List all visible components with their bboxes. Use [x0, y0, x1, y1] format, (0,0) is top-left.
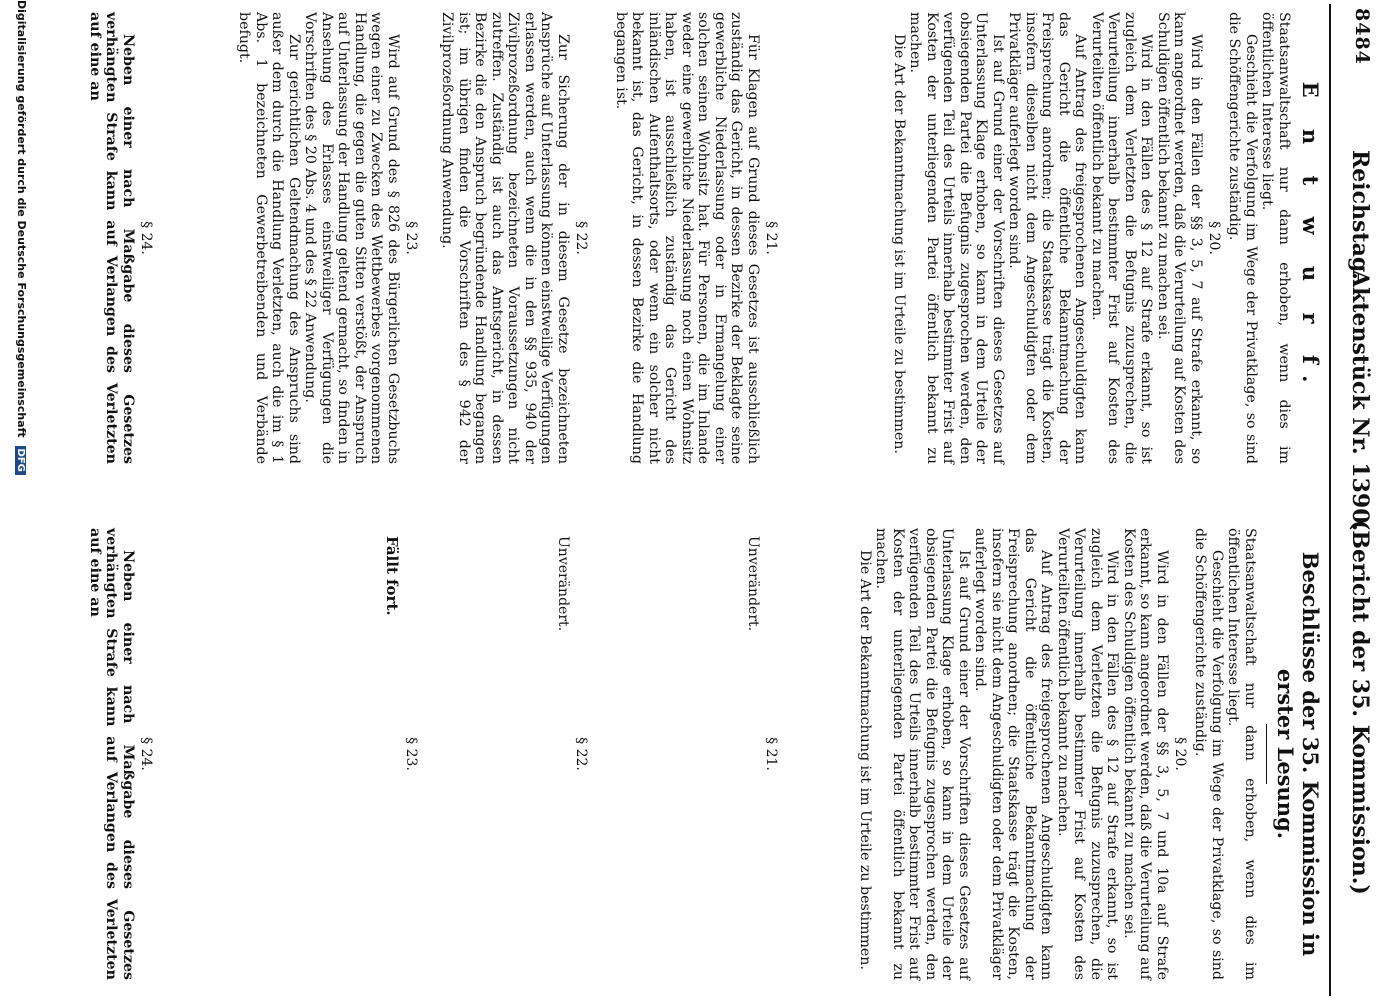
beschluesse-s24-p1: Neben einer nach Maßgabe dieses Gesetzes verhängten Strafe kann auf Verlangen des Verletzten auf eine an [87, 528, 136, 980]
beschluesse-s22-heading: § 22. [573, 737, 589, 771]
beschluesse-s20-p5: Die Art der Bekanntmachung ist im Urteile zu bestimmen. [857, 550, 873, 970]
entwurf-intro-1: Staatsanwaltschaft nur dann erhoben, wenn dies im öffentlichen Interesse liegt. [1259, 12, 1292, 464]
beschluesse-top-block [857, 528, 1324, 980]
beschluesse-s20-heading: § 20. [1172, 737, 1188, 771]
beschluesse-title: Beschlüsse der 35. Kommission in erster Lesung. [1273, 551, 1323, 957]
beschluesse-s20-p1: Wird in den Fällen der §§ 3, 5, 7 und 10a auf Strafe erkannt, so kann angeordnet werden, daß die Verurteilung auf Kosten des Schuldigen öffentlich bekannt zu machen sei. [1121, 528, 1170, 980]
beschluesse-s24-block [87, 528, 159, 980]
entwurf-s23-p2: Zur gerichtlichen Geltendmachung des Anspruchs sind außer dem durch die Handlung Verletzten, auch die im § 1 Abs. 1 bezeichneten Gewerbetreibenden und Verbände befugt. [236, 12, 302, 464]
credit-text: Digitalisierung gefördert durch die Deutsche Forschungsgemeinschaft [15, 0, 28, 438]
entwurf-s20-p3: Auf Antrag des freigesprochenen Angeschuldigten kann das Gericht die öffentliche Bekanntmachung der Freisprechung anordnen; die Staatskasse trägt die Kosten, insofern dieselben nicht dem Angeschuldigten oder dem Privatkläger auferlegt worden sind. [1006, 12, 1089, 464]
entwurf-s21-heading: § 21. [763, 221, 779, 255]
column-entwurf [0, 12, 1383, 464]
beschluesse-s21-text: Unverändert. [745, 536, 761, 632]
entwurf-s22-block [439, 12, 593, 464]
bericht-label: (Bericht der 35. Kommission.) [1347, 520, 1373, 895]
entwurf-title: E n t w u r f. [1298, 81, 1323, 395]
beschluesse-s21-block [745, 528, 783, 980]
beschluesse-s20-p3: Auf Antrag des freigesprochenen Angeschuldigten kann das Gericht die öffentliche Bekanntmachung der Freisprechung anordnen; die Staatskasse trägt die Kosten, insofern sie nicht dem Angeschuldigten oder dem Privatkläger auferlegt worden sind. [972, 528, 1055, 980]
beschluesse-s23-block [383, 528, 423, 980]
entwurf-s24-p1: Neben einer nach Maßgabe dieses Gesetzes verhängten Strafe kann auf Verlangen des Verletzten auf eine an [87, 12, 136, 464]
entwurf-intro-2: Geschieht die Verfolgung im Wege der Privatklage, so sind die Schöffengerichte zuständig. [1226, 12, 1259, 464]
beschluesse-s20-p4: Ist auf Grund einer der Vorschriften dieses Gesetzes auf Unterlassung Klage erhoben, so kann in dem Urteile der obsiegenden Partei die Befugnis zugesprochen werden, den verfügenden Teil des Urteils innerhalb bestimmter Frist auf Kosten der unterliegenden Partei öffentlich bekannt zu machen. [873, 528, 972, 980]
entwurf-s22-heading: § 22. [573, 221, 589, 255]
entwurf-s20-p4: Ist auf Grund einer der Vorschriften dieses Gesetzes auf Unterlassung Klage erhoben, so kann in dem Urteile der obsiegenden Partei die Befugnis zugesprochen werden, den verfügenden Teil des Urteils innerhalb bestimmter Frist auf Kosten der unterliegenden Partei öffentlich bekannt zu machen. [907, 12, 1006, 464]
entwurf-s23-heading: § 23. [403, 221, 419, 255]
entwurf-s20-p2: Wird in den Fällen des § 12 auf Strafe erkannt, so ist zugleich dem Verletzten die Befugnis zuzusprechen, die Verurteilung innerhalb bestimmter Frist auf Kosten des Verurteilten öffentlich bekannt zu machen. [1089, 12, 1155, 464]
entwurf-s21-p1: Für Klagen auf Grund dieses Gesetzes ist ausschließlich zuständig das Gericht, in dessen Bezirke der Beklagte seine gewerbliche Niederlassung oder in Ermangelung einer solchen seinen Wohnsitz hat. Für Personen, die im Inlande weder eine gewerbliche Niederlassung noch einen Wohnsitz haben, ist ausschließlich zuständig das Gericht des inländischen Aufenthaltsorts, oder wenn ein solcher nicht bekannt ist, das Gericht, in dessen Bezirke die Handlung begangen ist. [613, 12, 761, 464]
beschluesse-s22-block [555, 528, 593, 980]
entwurf-s20-heading: § 20. [1206, 221, 1222, 255]
entwurf-s22-p1: Zur Sicherung der in diesem Gesetze bezeichneten Ansprüche auf Unterlassung können einstweilige Verfügungen erlassen werden, auch wenn die in den §§ 935, 940 der Zivilprozeßordnung bezeichneten Voraussetzungen nicht zutreffen. Zuständig ist auch das Amtsgericht, in dessen Bezirke die den Anspruch begründende Handlung begangen ist; im übrigen finden die Vorschriften des § 942 der Zivilprozeßordnung Anwendung. [439, 12, 571, 464]
entwurf-top-block [891, 12, 1324, 464]
digitization-credit [15, 0, 28, 1000]
beschluesse-s23-text: Fällt fort. [383, 536, 401, 616]
entwurf-s24-heading: § 24. [138, 221, 154, 255]
dfg-logo: DFG [15, 446, 26, 475]
beschluesse-s23-heading: § 23. [403, 737, 419, 771]
beschluesse-s22-text: Unverändert. [555, 536, 571, 632]
beschluesse-intro-1: Staatsanwaltschaft nur dann erhoben, wenn dies im öffentlichen Interesse liegt. [1225, 528, 1258, 980]
beschluesse-s20-p2: Wird in den Fällen des § 12 auf Strafe erkannt, so ist zugleich dem Verletzten die Befugnis zuzusprechen, die Verurteilung innerhalb bestimmter Frist auf Kosten des Verurteilten öffentlich bekannt zu machen. [1055, 528, 1121, 980]
entwurf-s20-p1: Wird in den Fällen der §§ 3, 5, 7 auf Strafe erkannt, so kann angeordnet werden, daß die Verurteilung auf Kosten des Schuldigen öffentlich bekannt zu machen sei. [1155, 12, 1204, 464]
page-number: 8484 [1351, 8, 1373, 65]
title-rule [1266, 724, 1267, 784]
entwurf-s24-block [87, 12, 159, 464]
entwurf-s23-block [236, 12, 423, 464]
column-beschluesse [0, 528, 1383, 980]
entwurf-s23-p1: Wird auf Grund des § 826 des Bürgerlichen Gesetzbuchs wegen einer zu Zwecken des Wettbewerbes vorgenommenen Handlung, die gegen die guten Sitten verstößt, der Anspruch auf Unterlassung der Handlung geltend gemacht, so finden in Ansehung des Erlasses einstweiliger Verfügungen die Vorschriften des § 20 Abs. 4 und des § 22 Anwendung. [302, 12, 401, 464]
beschluesse-intro-2: Geschieht die Verfolgung im Wege der Privatklage, so sind die Schöffengerichte zuständig. [1192, 528, 1225, 980]
aktenstueck-label: Aktenstück Nr. 1390. [1347, 270, 1373, 532]
beschluesse-s24-heading: § 24. [138, 737, 154, 771]
entwurf-s21-block [613, 12, 784, 464]
beschluesse-s21-heading: § 21. [763, 737, 779, 771]
entwurf-s20-p5: Die Art der Bekanntmachung ist im Urteile zu bestimmen. [891, 34, 907, 454]
reichstag-label: Reichstag. [1347, 150, 1373, 280]
